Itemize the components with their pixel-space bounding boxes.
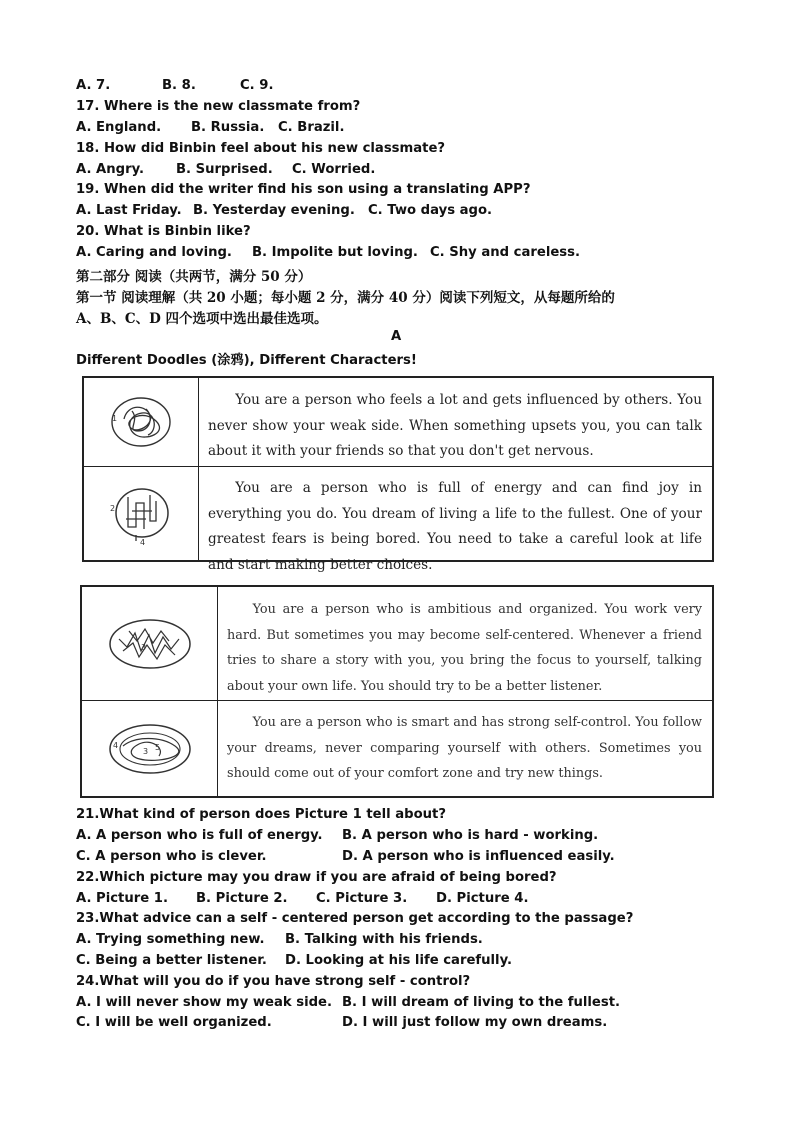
q19-option-a: A. Last Friday. — [76, 203, 182, 218]
q24-option-c: C. I will be well organized. — [76, 1015, 272, 1030]
doodle-spiral-icon — [105, 720, 195, 778]
doodle-row-4 — [82, 700, 712, 798]
svg-text:3: 3 — [140, 642, 146, 652]
q19-option-b: B. Yesterday evening. — [193, 203, 355, 218]
doodle-scribble-icon — [106, 391, 176, 453]
svg-text:2: 2 — [110, 504, 116, 513]
q18-question: 18. How did Binbin feel about his new classmate? — [76, 141, 446, 156]
doodle-row-2 — [84, 466, 712, 573]
doodle-text-3: You are a person who is ambitious and organized. You work very hard. But sometimes you may become self-centered. Whenever a friend tries to share a story with you, you bring the focus to yourself, talking about your own life. You should try to be a better listener. — [227, 602, 702, 694]
doodle-text-1: You are a person who feels a lot and gets influenced by others. You never show your weak side. When something upsets you, you can talk about it with your friends so that you don't get nervous. — [208, 392, 702, 459]
part2-heading: 第二部分 阅读（共两节，满分 50 分） — [76, 269, 312, 285]
q18-option-c: C. Worried. — [292, 162, 376, 177]
q21-option-b: B. A person who is hard - working. — [342, 828, 599, 843]
passage-title: Different Doodles (涂鸦), Different Characters! — [76, 353, 417, 368]
doodle-picture-3 — [82, 587, 218, 700]
q20-option-a: A. Caring and loving. — [76, 245, 232, 260]
doodle-text-4: You are a person who is smart and has strong self-control. You follow your dreams, never comparing yourself with others. Sometimes you should come out of your comfort zone and try new things. — [227, 715, 702, 781]
q16-option-a: A. 7. — [76, 78, 111, 93]
q17-option-c: C. Brazil. — [278, 120, 345, 135]
doodle-table-top — [82, 376, 714, 573]
q16-option-c: C. 9. — [240, 78, 274, 93]
doodle-dense-scribble-icon — [105, 615, 195, 673]
svg-text:4: 4 — [140, 538, 146, 547]
q21-option-d: D. A person who is influenced easily. — [342, 849, 615, 864]
q22-option-a: A. Picture 1. — [76, 891, 168, 906]
svg-text:4: 4 — [112, 741, 118, 750]
q17-option-a: A. England. — [76, 120, 162, 135]
q17-question: 17. Where is the new classmate from? — [76, 99, 361, 114]
q19-question: 19. When did the writer find his son using a translating APP? — [76, 182, 531, 197]
q22-question: 22.Which picture may you draw if you are afraid of being bored? — [76, 870, 557, 885]
section1-instruction-line2: A、B、C、D 四个选项中选出最佳选项。 — [76, 311, 328, 327]
q21-option-c: C. A person who is clever. — [76, 849, 267, 864]
doodle-picture-2 — [84, 466, 199, 562]
q20-option-c: C. Shy and careless. — [430, 245, 581, 260]
q24-option-b: B. I will dream of living to the fullest. — [342, 995, 621, 1010]
doodle-maze-icon — [106, 481, 176, 547]
doodle-row-3 — [82, 587, 712, 701]
q20-question: 20. What is Binbin like? — [76, 224, 251, 239]
q23-question: 23.What advice can a self - centered person get according to the passage? — [76, 911, 634, 926]
q18-option-a: A. Angry. — [76, 162, 144, 177]
svg-text:3: 3 — [142, 747, 148, 756]
q22-option-c: C. Picture 3. — [316, 891, 408, 906]
q22-option-b: B. Picture 2. — [196, 891, 288, 906]
section1-instruction-line1: 第一节 阅读理解（共 20 小题；每小题 2 分，满分 40 分）阅读下列短文，从每题所给的 — [76, 290, 615, 306]
q17-option-b: B. Russia. — [191, 120, 265, 135]
q16-option-b: B. 8. — [162, 78, 196, 93]
q24-question: 24.What will you do if you have strong self - control? — [76, 974, 471, 989]
doodle-text-2: You are a person who is full of energy and can find joy in everything you do. You dream of living a life to the fullest. One of your greatest fears is being bored. You need to take a careful look at life and start making better choices. — [208, 480, 702, 573]
q23-option-b: B. Talking with his friends. — [285, 932, 483, 947]
doodle-picture-1 — [84, 378, 199, 466]
q23-option-c: C. Being a better listener. — [76, 953, 267, 968]
q19-option-c: C. Two days ago. — [368, 203, 493, 218]
passage-label: A — [391, 329, 402, 344]
q21-option-a: A. A person who is full of energy. — [76, 828, 323, 843]
svg-text:5: 5 — [154, 743, 160, 752]
doodle-row-1 — [84, 378, 712, 467]
svg-text:1: 1 — [112, 414, 118, 423]
q24-option-a: A. I will never show my weak side. — [76, 995, 333, 1010]
q24-option-d: D. I will just follow my own dreams. — [342, 1015, 608, 1030]
q21-question: 21.What kind of person does Picture 1 tell about? — [76, 807, 446, 822]
q18-option-b: B. Surprised. — [176, 162, 273, 177]
q23-option-a: A. Trying something new. — [76, 932, 265, 947]
doodle-picture-4 — [82, 700, 218, 798]
q20-option-b: B. Impolite but loving. — [252, 245, 418, 260]
doodle-table-bottom — [80, 585, 714, 798]
q22-option-d: D. Picture 4. — [436, 891, 529, 906]
q23-option-d: D. Looking at his life carefully. — [285, 953, 512, 968]
